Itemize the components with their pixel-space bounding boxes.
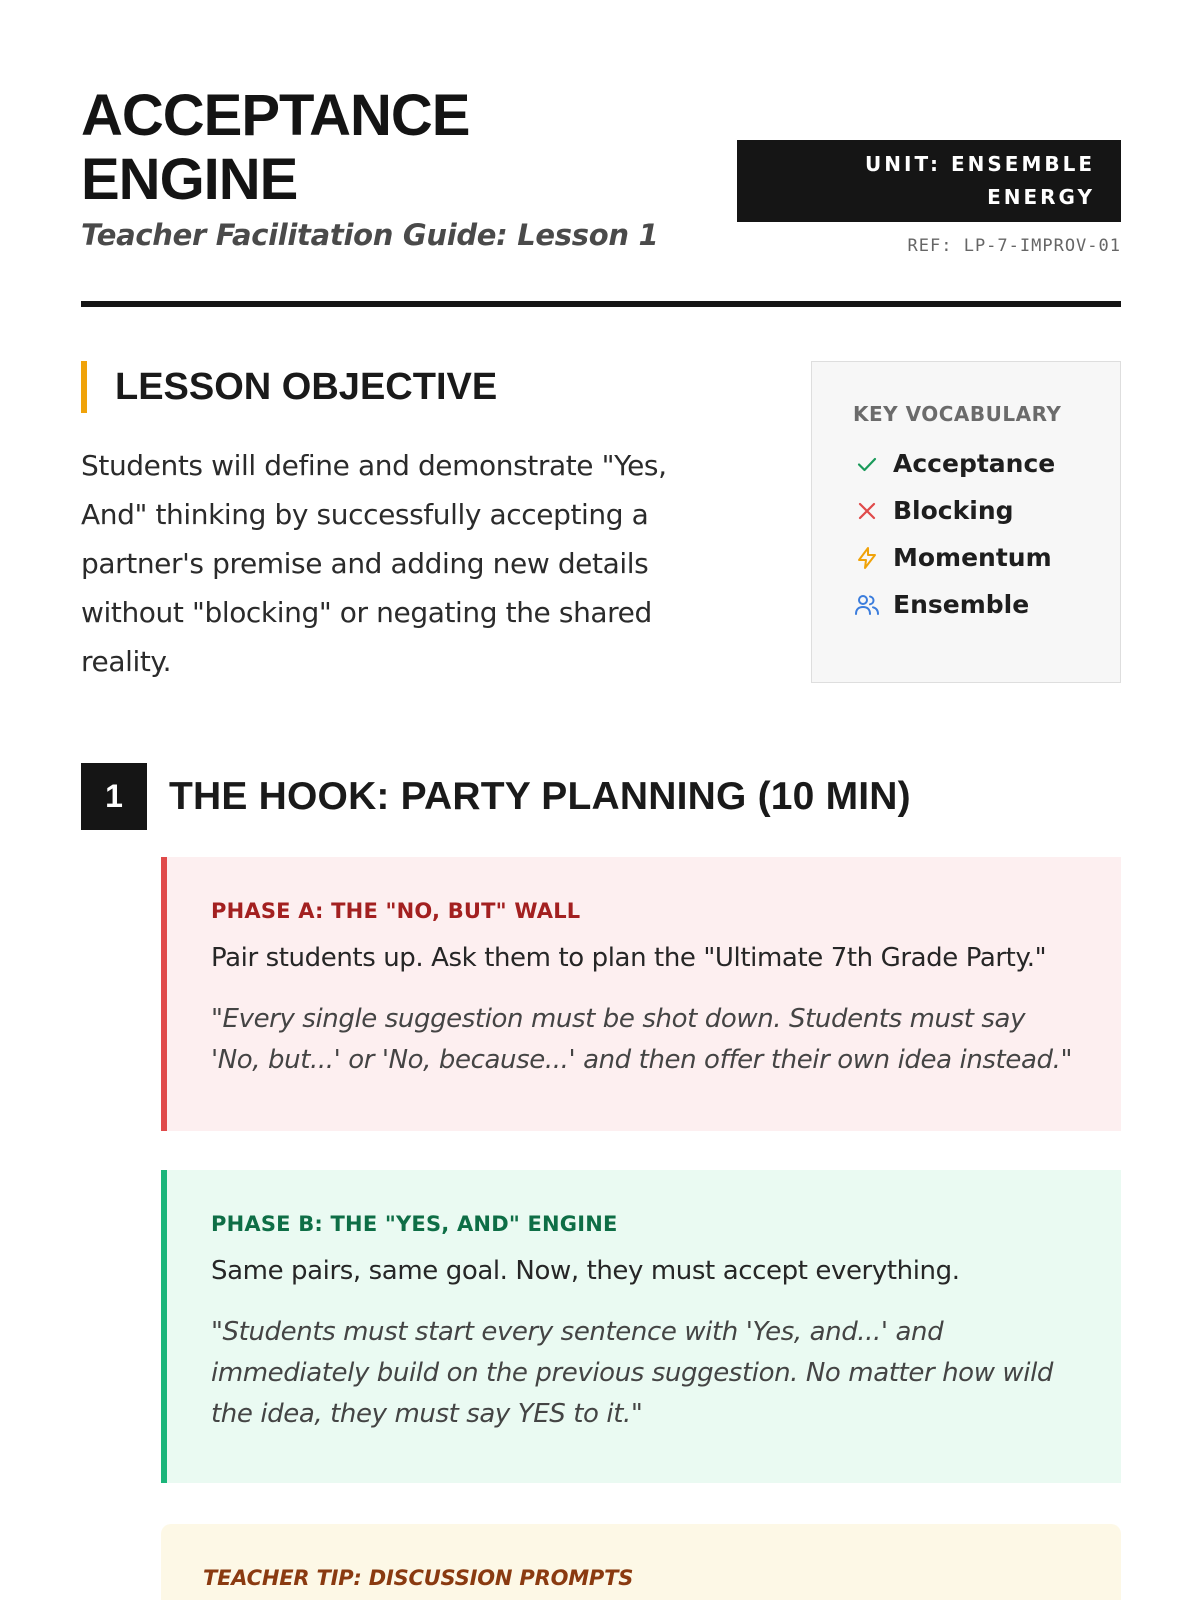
lesson-objective-section: [81, 361, 721, 686]
phase-b-quote: "Students must start every sentence with 'Yes, and...' and immediately build on the previous suggestion. No matter how wild the idea, they must say YES to it.": [211, 1317, 1054, 1429]
key-vocabulary-box: [811, 361, 1121, 683]
users-icon: [853, 591, 881, 619]
vocabulary-item: [853, 487, 1120, 534]
vocabulary-label: Acceptance: [893, 449, 1056, 478]
objective-text: Students will define and demonstrate "Yes, And" thinking by successfully accepting a partner's premise and adding new details without "blocking" or negating the shared reality.: [81, 449, 667, 678]
teacher-tip-card: [161, 1524, 1121, 1600]
vocabulary-item: [853, 534, 1120, 581]
unit-block: [737, 140, 1121, 256]
header-divider: [81, 301, 1121, 307]
vocabulary-list: [853, 440, 1120, 628]
title-line-2: ENGINE: [81, 147, 298, 212]
phase-a-card: [161, 857, 1121, 1131]
phase-b-card: [161, 1170, 1121, 1483]
phase-b-text: Same pairs, same goal. Now, they must accept everything.: [211, 1256, 960, 1286]
objective-heading: [81, 361, 721, 413]
title-block: [81, 84, 721, 252]
objective-title: LESSON OBJECTIVE: [115, 365, 498, 408]
section-title: THE HOOK: PARTY PLANNING (10 MIN): [169, 774, 911, 818]
lightning-icon: [853, 544, 881, 572]
page-title: [81, 84, 721, 212]
phase-a-quote: "Every single suggestion must be shot down. Students must say 'No, but...' or 'No, because...' and then offer their own idea instead.": [211, 1004, 1073, 1075]
unit-badge: UNIT: ENSEMBLE ENERGY: [737, 140, 1121, 222]
accent-bar: [81, 361, 87, 413]
vocabulary-label: Momentum: [893, 543, 1052, 572]
vocabulary-item: [853, 581, 1120, 628]
page-header: [81, 84, 1121, 304]
phase-b-label: PHASE B: THE "YES, AND" ENGINE: [211, 1212, 618, 1236]
page-subtitle: Teacher Facilitation Guide: Lesson 1: [81, 218, 659, 252]
reference-code: REF: LP-7-IMPROV-01: [907, 236, 1121, 256]
lesson-page: [81, 0, 1121, 1600]
vocabulary-title: KEY VOCABULARY: [853, 402, 1062, 426]
section-number-badge: 1: [81, 763, 147, 830]
phase-a-label: PHASE A: THE "NO, BUT" WALL: [211, 899, 581, 923]
section-1-heading: [81, 763, 911, 830]
title-line-1: ACCEPTANCE: [81, 83, 470, 148]
check-icon: [853, 450, 881, 478]
vocabulary-item: [853, 440, 1120, 487]
phase-a-text: Pair students up. Ask them to plan the "Ultimate 7th Grade Party.": [211, 943, 1047, 973]
x-icon: [853, 497, 881, 525]
vocabulary-label: Blocking: [893, 496, 1014, 525]
vocabulary-label: Ensemble: [893, 590, 1030, 619]
teacher-tip-label: TEACHER TIP: DISCUSSION PROMPTS: [203, 1566, 634, 1590]
